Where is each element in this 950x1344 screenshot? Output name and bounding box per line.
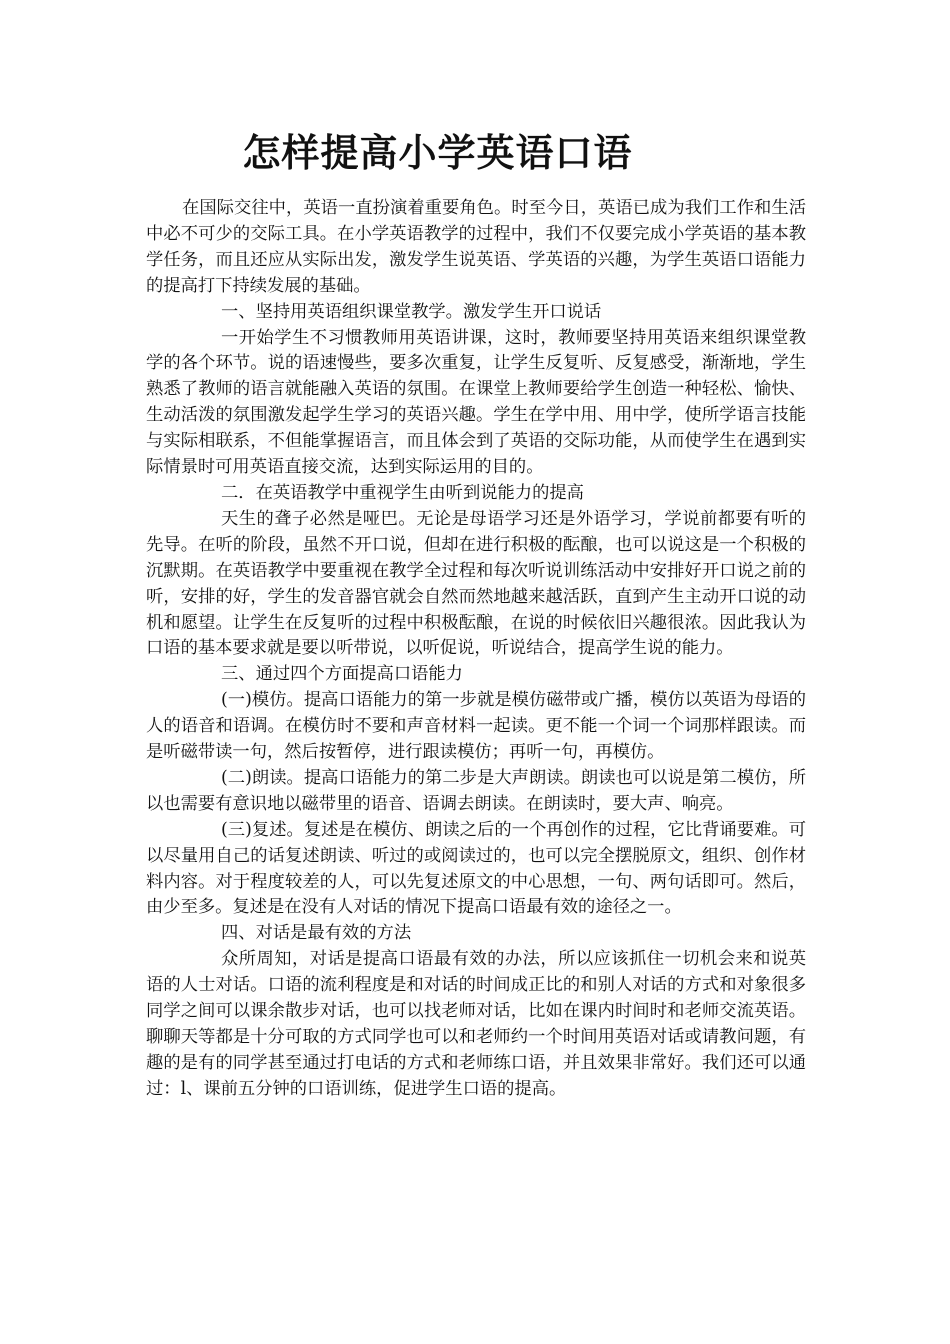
paragraph-retelling: (三)复述。复述是在模仿、朗读之后的一个再创作的过程，它比背诵要难。可以尽量用自己的话复述朗读、听过的或阅读过的，也可以完全摆脱原文，组织、创作材料内容。对于程度较差的人，可以先复述原文的中心思想，一句、两句话即可。然后，由少至多。复述是在没有人对话的情况下提高口语最有效的途径之一。: [146, 819, 806, 918]
paragraph: 一开始学生不习惯教师用英语讲课，这时，教师要坚持用英语来组织课堂教学的各个环节。说的语速慢些，要多次重复，让学生反复听、反复感受，渐渐地，学生熟悉了教师的语言就能融入英语的氛围。在课堂上教师要给学生创造一种轻松、愉快、生动活泼的氛围激发起学生学习的英语兴趣。学生在学中用、用中学，使所学语言技能与实际相联系，不但能掌握语言，而且体会到了英语的交际功能，从而使学生在遇到实际情景时可用英语直接交流，达到实际运用的目的。: [146, 327, 806, 478]
paragraph: 众所周知，对话是提高口语最有效的办法，所以应该抓住一切机会来和说英语的人士对话。口语的流利程度是和对话的时间成正比的和别人对话的方式和对象很多同学之间可以课余散步对话，也可以找老师对话，比如在课内时间时和老师交流英语。聊聊天等都是十分可取的方式同学也可以和老师约一个时间用英语对话或请教问题，有趣的是有的同学甚至通过打电话的方式和老师练口语，并且效果非常好。我们还可以通过：l、课前五分钟的口语训练，促进学生口语的提高。: [146, 949, 806, 1099]
document-body: [146, 196, 806, 1103]
document-title: 怎样提高小学英语口语: [242, 131, 633, 175]
section-heading-4: 四、对话是最有效的方法: [221, 923, 412, 944]
section-heading-1: 一、坚持用英语组织课堂教学。激发学生开口说话: [221, 301, 602, 322]
section-heading-2: 二．在英语教学中重视学生由听到说能力的提高: [221, 482, 584, 503]
section-heading-3: 三、通过四个方面提高口语能力: [221, 664, 463, 685]
paragraph-reading-aloud: (二)朗读。提高口语能力的第二步是大声朗读。朗读也可以说是第二模仿，所以也需要有意识地以磁带里的语音、语调去朗读。在朗读时，要大声、响亮。: [146, 767, 806, 814]
paragraph: 天生的聋子必然是哑巴。无论是母语学习还是外语学习，学说前都要有听的先导。在听的阶段，虽然不开口说，但却在进行积极的酝酿，也可以说这是一个积极的沉默期。在英语教学中要重视在教学全过程和每次听说训练活动中安排好开口说之前的听，安排的好，学生的发音器官就会自然而然地越来越活跃，直到产生主动开口说的动机和愿望。让学生在反复听的过程中积极酝酿，在说的时候依旧兴趣很浓。因此我认为口语的基本要求就是要以听带说，以听促说，听说结合，提高学生说的能力。: [146, 508, 806, 659]
paragraph-imitation: (一)模仿。提高口语能力的第一步就是模仿磁带或广播，模仿以英语为母语的人的语音和语调。在模仿时不要和声音材料一起读。更不能一个词一个词那样跟读。而是听磁带读一句，然后按暂停，进行跟读模仿；再听一句，再模仿。: [146, 690, 806, 763]
paragraph-intro: 在国际交往中，英语一直扮演着重要角色。时至今日，英语已成为我们工作和生活中必不可少的交际工具。在小学英语教学的过程中，我们不仅要完成小学英语的基本教学任务，而且还应从实际出发，激发学生说英语、学英语的兴趣，为学生英语口语能力的提高打下持续发展的基础。: [146, 198, 806, 296]
